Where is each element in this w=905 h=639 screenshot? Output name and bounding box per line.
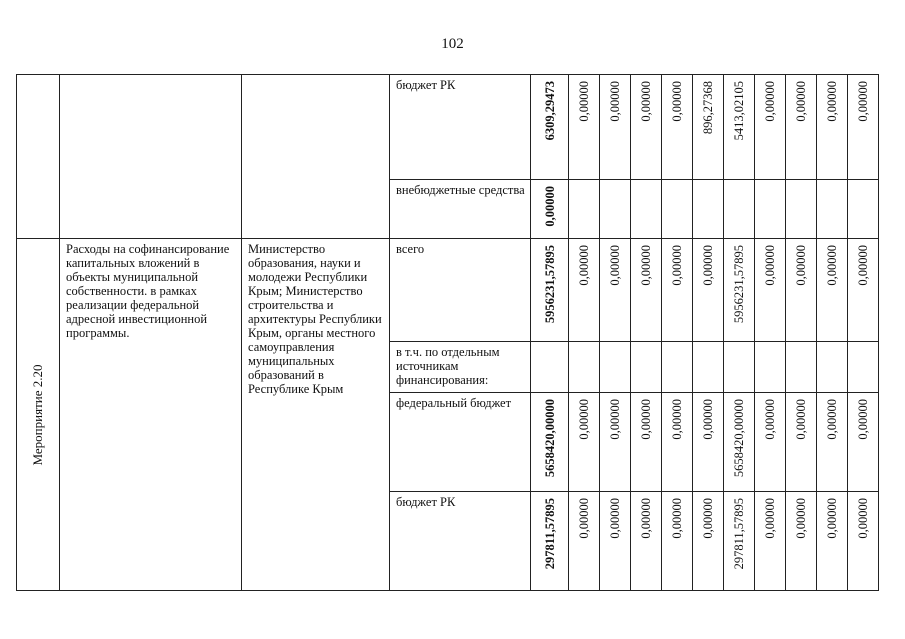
funding-source: бюджет РК (396, 495, 456, 509)
year-value-cell (569, 393, 600, 492)
year-value-cell (693, 239, 724, 342)
total-cell (531, 75, 569, 180)
year-value: 0,00000 (856, 399, 870, 440)
year-value: 0,00000 (577, 245, 591, 286)
year-value-cell (600, 75, 631, 180)
year-value: 0,00000 (639, 245, 653, 286)
year-value-cell (786, 239, 817, 342)
year-value: 297811,57895 (732, 498, 746, 570)
year-value-cell (755, 180, 786, 239)
empty-cell (17, 75, 60, 239)
year-value: 0,00000 (608, 245, 622, 286)
year-value-cell (569, 492, 600, 591)
year-value: 0,00000 (608, 399, 622, 440)
year-value-cell (662, 393, 693, 492)
year-value: 0,00000 (856, 498, 870, 539)
year-value-cell (817, 75, 848, 180)
measure-executors-cell (242, 239, 390, 591)
year-value: 0,00000 (701, 245, 715, 286)
year-value-cell (631, 75, 662, 180)
measure-label: Мероприятие 2.20 (30, 364, 45, 465)
year-value: 0,00000 (608, 498, 622, 539)
year-value-cell (693, 393, 724, 492)
total-cell (531, 393, 569, 492)
measure-description: Расходы на софинансирование капитальных вложений в объекты муниципальной собственности. в рамках реализации федеральной адресной инвестиционной программы. (66, 242, 230, 340)
year-value-cell (600, 393, 631, 492)
total-value: 5956231,57895 (542, 245, 557, 324)
year-value-cell (631, 239, 662, 342)
budget-table (16, 74, 879, 591)
year-value-cell (631, 180, 662, 239)
year-value: 0,00000 (670, 245, 684, 286)
year-value-cell (693, 75, 724, 180)
year-value-cell (848, 75, 879, 180)
year-value: 5413,02105 (732, 81, 746, 141)
year-value: 0,00000 (794, 399, 808, 440)
funding-source-cell (390, 492, 531, 591)
year-value: 0,00000 (794, 245, 808, 286)
year-value-cell (848, 180, 879, 239)
year-value: 0,00000 (763, 245, 777, 286)
year-value-cell (724, 342, 755, 393)
year-value-cell (755, 492, 786, 591)
year-value: 896,27368 (701, 81, 715, 135)
year-value: 0,00000 (670, 498, 684, 539)
funding-source: бюджет РК (396, 78, 456, 92)
year-value-cell (786, 393, 817, 492)
funding-source: всего (396, 242, 425, 256)
year-value: 0,00000 (639, 81, 653, 122)
year-value-cell (848, 342, 879, 393)
year-value: 0,00000 (825, 399, 839, 440)
year-value: 0,00000 (825, 245, 839, 286)
year-value-cell (569, 239, 600, 342)
empty-cell (242, 75, 390, 239)
total-value: 6309,29473 (542, 81, 557, 141)
year-value-cell (817, 492, 848, 591)
funding-source: внебюджетные средства (396, 183, 525, 197)
year-value-cell (631, 492, 662, 591)
year-value: 0,00000 (577, 81, 591, 122)
year-value: 0,00000 (825, 81, 839, 122)
year-value-cell (755, 342, 786, 393)
year-value-cell (786, 180, 817, 239)
year-value: 0,00000 (763, 81, 777, 122)
year-value-cell (662, 492, 693, 591)
year-value-cell (817, 239, 848, 342)
year-value-cell (755, 393, 786, 492)
measure-description-cell (60, 239, 242, 591)
total-cell (531, 342, 569, 393)
year-value-cell (631, 342, 662, 393)
year-value-cell (817, 342, 848, 393)
year-value: 0,00000 (825, 498, 839, 539)
year-value-cell (817, 393, 848, 492)
year-value-cell (724, 393, 755, 492)
year-value: 0,00000 (701, 399, 715, 440)
year-value-cell (631, 393, 662, 492)
year-value-cell (786, 492, 817, 591)
year-value-cell (724, 75, 755, 180)
year-value-cell (600, 342, 631, 393)
year-value: 0,00000 (763, 498, 777, 539)
year-value-cell (600, 180, 631, 239)
table-row (17, 75, 879, 180)
year-value-cell (848, 239, 879, 342)
year-value-cell (817, 180, 848, 239)
year-value: 0,00000 (794, 498, 808, 539)
total-value: 0,00000 (542, 186, 557, 227)
year-value: 0,00000 (763, 399, 777, 440)
year-value: 0,00000 (794, 81, 808, 122)
measure-label-cell (17, 239, 60, 591)
year-value: 5956231,57895 (732, 245, 746, 324)
year-value-cell (755, 239, 786, 342)
funding-source-cell (390, 239, 531, 342)
year-value-cell (786, 342, 817, 393)
year-value: 0,00000 (670, 81, 684, 122)
total-value: 5658420,00000 (542, 399, 557, 478)
year-value-cell (724, 239, 755, 342)
year-value: 0,00000 (639, 399, 653, 440)
year-value-cell (662, 180, 693, 239)
year-value-cell (848, 393, 879, 492)
year-value-cell (724, 492, 755, 591)
year-value: 0,00000 (608, 81, 622, 122)
total-value: 297811,57895 (542, 498, 557, 570)
year-value-cell (693, 492, 724, 591)
year-value-cell (662, 75, 693, 180)
year-value-cell (724, 180, 755, 239)
year-value-cell (569, 342, 600, 393)
year-value-cell (693, 180, 724, 239)
year-value-cell (786, 75, 817, 180)
funding-source-cell (390, 75, 531, 180)
year-value: 0,00000 (670, 399, 684, 440)
year-value: 0,00000 (701, 498, 715, 539)
year-value-cell (600, 492, 631, 591)
year-value-cell (662, 239, 693, 342)
year-value: 0,00000 (856, 81, 870, 122)
empty-cell (60, 75, 242, 239)
funding-source: федеральный бюджет (396, 396, 512, 410)
year-value: 0,00000 (577, 498, 591, 539)
table-row (17, 239, 879, 342)
funding-source-cell (390, 342, 531, 393)
page-number: 102 (441, 36, 464, 52)
year-value-cell (755, 75, 786, 180)
year-value-cell (848, 492, 879, 591)
year-value: 0,00000 (856, 245, 870, 286)
year-value: 5658420,00000 (732, 399, 746, 478)
year-value-cell (600, 239, 631, 342)
total-cell (531, 180, 569, 239)
year-value: 0,00000 (577, 399, 591, 440)
year-value-cell (662, 342, 693, 393)
funding-source-cell (390, 180, 531, 239)
funding-source-cell (390, 393, 531, 492)
year-value-cell (569, 75, 600, 180)
measure-executors: Министерство образования, науки и молодежи Республики Крым; Министерство строительства и архитектуры Республики Крым, органы местного самоуправления муниципальных образований в Республике Крым (248, 242, 382, 396)
funding-source: в т.ч. по отдельным источникам финансирования: (396, 345, 500, 387)
year-value: 0,00000 (639, 498, 653, 539)
year-value-cell (693, 342, 724, 393)
total-cell (531, 239, 569, 342)
year-value-cell (569, 180, 600, 239)
total-cell (531, 492, 569, 591)
